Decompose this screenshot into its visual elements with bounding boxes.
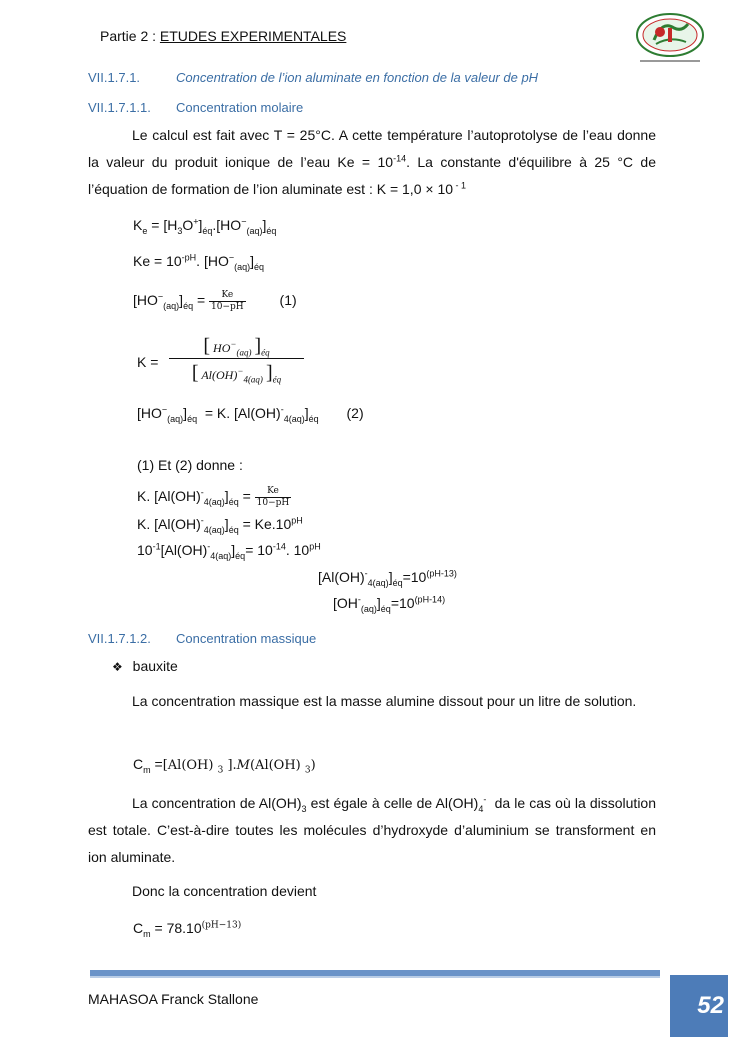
k-numerator: [ $HO^-_{(aq)}$ ]$_{éq}$	[169, 334, 304, 359]
equation-ke-1: $K_e = [H_3O^+]_{éq}.[HO^-_{(aq)}]_{éq}$	[133, 216, 277, 236]
bullet-label: bauxite	[132, 658, 178, 674]
para4-text: Donc la concentration devient	[132, 883, 317, 899]
subsection-title-2: Concentration massique	[176, 631, 317, 646]
paragraph-dissolution: La concentration de $Al(OH)_3$ est égale à celle de $Al(OH)_4^-$ da le cas où la dissolution est totale. C’est-à-dire toutes les molécules d’hydroxyde d’aluminium se transforment en ion aluminate.	[88, 794, 657, 865]
page-header	[100, 28, 346, 44]
k-denominator: [ $Al(OH)^-_{4(aq)}$ ]$_{éq}$	[191, 362, 282, 385]
equation-ho-2: $[HO^-_{(aq)}]_{éq} = K$. $[Al(OH)^-_{4(aq)}]_{éq}$ (2)	[137, 404, 364, 424]
paragraph-conclusion	[88, 878, 656, 905]
equation-ho-1: $[HO^-_{(aq)}]_{éq}$ = $\frac{Ke}{10-pH}$ (1)	[133, 290, 297, 312]
para1-text-b: . La constante d'équilibre à 25 °C de l’équation de formation de l’ion aluminate est : K = 1,0 × 10	[88, 154, 657, 197]
equation-al-result: $[Al(OH)^-_{4(aq)}]_{éq}=10^{(pH-13)}$	[318, 568, 457, 588]
diamond-bullet-icon: ❖	[112, 660, 123, 674]
paragraph-intro	[88, 122, 656, 203]
subsection-number-2: VII.1.7.1.2.	[88, 631, 151, 646]
header-title: ETUDES EXPERIMENTALES	[159, 28, 347, 44]
equation-cm-2: $C_m = 78.10^{(pH-13)}$	[133, 920, 242, 939]
equation-k-al-1: K. $[Al(OH)^-_{4(aq)}]_{éq}$ = $\frac{Ke}{10-pH}$	[137, 486, 290, 508]
institution-logo	[630, 10, 710, 68]
equation-tag-2: (2)	[346, 405, 364, 421]
equation-oh-result: $[OH^-_{(aq)}]_{éq}=10^{(pH-14)}$	[333, 594, 446, 614]
para1-text-a: Le calcul est fait avec T = 25°C. A cette température l’autoprotolyse de l’eau donne la valeur du produit ionique de l’eau Ke = 10	[88, 127, 656, 170]
equation-ke-2: $Ke = 10^{-pH}$. $[HO^-_{(aq)}]_{éq}$	[133, 252, 265, 272]
equation-k-al-2: K. $[Al(OH)^-_{4(aq)}]_{éq} = Ke.10^{pH}$	[137, 515, 303, 535]
equation-cm-1: $C_m =[Al(OH)$ $_3$ ].M(Al(OH) $_3$)	[133, 756, 316, 776]
para1-sup-a: -14	[393, 153, 407, 164]
paragraph-mass-concentration	[88, 688, 656, 715]
section-number: VII.1.7.1.	[88, 70, 141, 85]
fraction-ke-over-10pH-2: $\frac{Ke}{10-pH}$	[256, 486, 290, 508]
equation-tag-1: (1)	[279, 292, 297, 309]
fraction-ke-over-10pH: $\frac{Ke}{10-pH}$	[211, 290, 244, 312]
page-number: 52	[697, 992, 724, 1019]
k-label: K =	[137, 354, 159, 370]
bullet-item	[112, 658, 178, 674]
subsection-title: Concentration molaire	[176, 100, 304, 115]
footer-divider	[90, 970, 660, 978]
para1-sup-b: - 1	[453, 180, 467, 191]
subsection-heading	[88, 100, 303, 115]
subsection-heading-2	[88, 631, 316, 646]
subsection-number: VII.1.7.1.1.	[88, 100, 151, 115]
equation-10-al: $10^{-1}[Al(OH)^-_{4(aq)}]_{éq}= 10^{-14}$. $10^{pH}$	[137, 541, 321, 561]
footer-author: MAHASOA Franck Stallone	[88, 991, 259, 1007]
section-heading	[88, 70, 538, 85]
section-title: Concentration de l’ion aluminate en fonction de la valeur de pH	[176, 70, 539, 85]
header-prefix: Partie 2 :	[100, 28, 160, 44]
equation-combine-label: (1) Et (2) donne :	[137, 457, 243, 473]
para2-text: La concentration massique est la masse alumine dissout pour un litre de solution.	[132, 693, 637, 709]
